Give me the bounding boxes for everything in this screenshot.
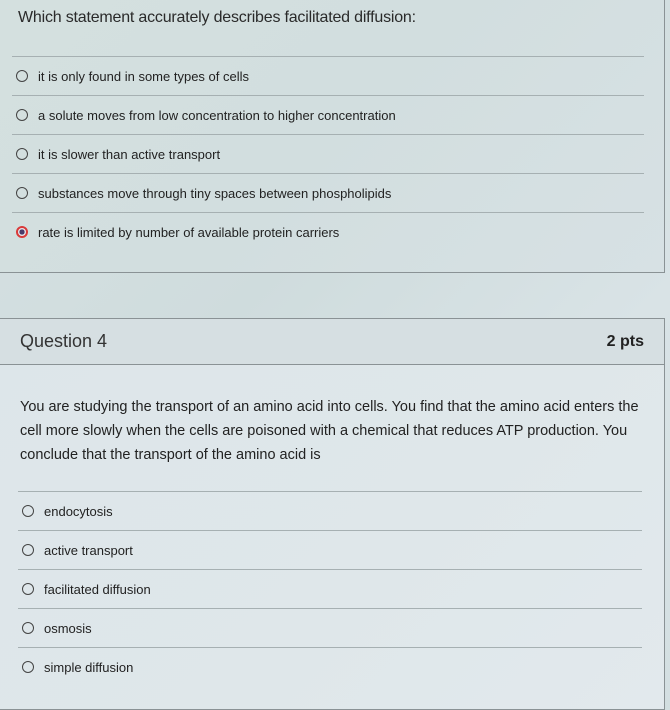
radio-button-selected[interactable] xyxy=(16,226,28,238)
answer-label: substances move through tiny spaces between phospholipids xyxy=(38,185,392,201)
question-3-answers xyxy=(12,56,644,251)
answer-label: a solute moves from low concentration to higher concentration xyxy=(38,107,396,123)
answer-option[interactable] xyxy=(18,530,642,569)
radio-button[interactable] xyxy=(16,148,28,160)
answer-label: it is only found in some types of cells xyxy=(38,68,249,84)
answer-label: facilitated diffusion xyxy=(44,581,151,597)
radio-button[interactable] xyxy=(22,505,34,517)
answer-label: it is slower than active transport xyxy=(38,146,221,162)
question-4-header xyxy=(0,319,664,365)
radio-button[interactable] xyxy=(22,622,34,634)
answer-option[interactable] xyxy=(12,134,644,173)
question-4-prompt: You are studying the transport of an amino acid into cells. You find that the amino acid enters the cell more slowly when the cells are poisoned with a chemical that reduces ATP production. You conclude that the transport of the amino acid is xyxy=(20,399,639,463)
radio-button[interactable] xyxy=(16,187,28,199)
question-points: 2 pts xyxy=(606,332,644,350)
answer-option[interactable] xyxy=(12,173,644,212)
answer-option[interactable] xyxy=(12,56,644,95)
question-4-card xyxy=(0,318,665,710)
radio-button[interactable] xyxy=(22,583,34,595)
question-3-card xyxy=(0,0,665,273)
answer-option-selected[interactable] xyxy=(12,212,644,251)
answer-label: active transport xyxy=(44,542,133,558)
radio-button[interactable] xyxy=(22,661,34,673)
radio-button[interactable] xyxy=(16,109,28,121)
answer-option[interactable] xyxy=(18,569,642,608)
answer-option[interactable] xyxy=(18,647,642,686)
answer-option[interactable] xyxy=(18,608,642,647)
radio-button[interactable] xyxy=(16,70,28,82)
radio-button[interactable] xyxy=(22,544,34,556)
question-3-prompt: Which statement accurately describes facilitated diffusion: xyxy=(18,9,416,26)
question-4-answers xyxy=(18,491,642,686)
answer-option[interactable] xyxy=(12,95,644,134)
answer-label: rate is limited by number of available protein carriers xyxy=(38,224,340,240)
answer-label: simple diffusion xyxy=(44,659,134,675)
answer-label: osmosis xyxy=(44,620,92,636)
answer-option[interactable] xyxy=(18,491,642,530)
answer-label: endocytosis xyxy=(44,503,113,519)
question-title: Question 4 xyxy=(20,331,108,351)
